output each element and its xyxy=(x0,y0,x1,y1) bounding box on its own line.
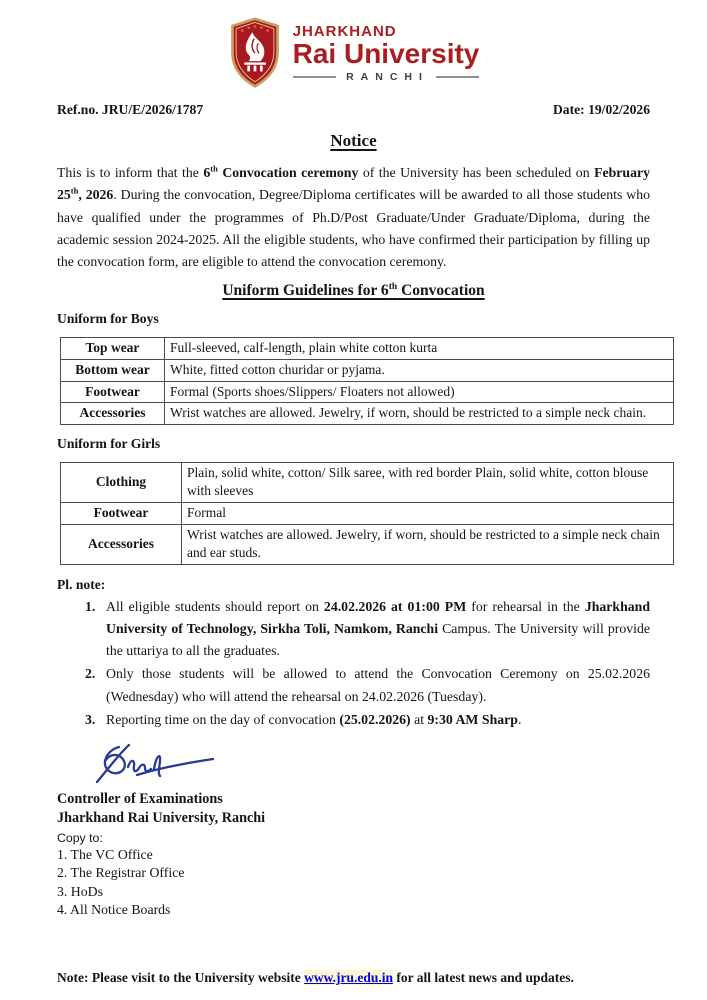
boys-uniform-table xyxy=(60,337,674,424)
table-row xyxy=(61,360,674,382)
note-text: Only those students will be allowed to attend the Convocation Ceremony on 25.02.2026 (Wednesday) who will attend the rehearsal on 24.02.2026 (Tuesday). xyxy=(106,666,650,704)
row-label: Footwear xyxy=(61,503,182,525)
note-text: All eligible students should report on 24.02.2026 at 01:00 PM for rehearsal in the Jharkhand University of Technology, Sirkha Toli, Namkom, Ranchi Campus. The University will provide the uttariya to all the graduates. xyxy=(106,598,650,659)
table-row xyxy=(61,381,674,403)
copy-to-item: 1. The VC Office xyxy=(57,847,153,863)
table-row xyxy=(61,524,674,564)
copy-to-heading: Copy to: xyxy=(57,831,103,846)
copy-to-item: 3. HoDs xyxy=(57,883,103,899)
signoff-designation: Controller of Examinations xyxy=(57,791,223,808)
note-item xyxy=(85,596,650,663)
note-number: 1. xyxy=(85,598,96,614)
uniform-girls-heading: Uniform for Girls xyxy=(57,435,161,451)
notes-list xyxy=(57,596,650,731)
row-value: Wrist watches are allowed. Jewelry, if worn, should be restricted to a simple neck chain and ear studs. xyxy=(182,524,674,564)
row-value: Formal xyxy=(182,503,674,525)
meta-row xyxy=(57,102,650,118)
table-row xyxy=(61,462,674,502)
uniform-guidelines-heading: Uniform Guidelines for 6th Convocation xyxy=(222,281,485,300)
handwritten-signature-icon xyxy=(83,740,223,790)
university-name-state: JHARKHAND xyxy=(292,22,397,40)
ref-number: Ref.no. JRU/E/2026/1787 xyxy=(57,102,204,117)
university-crest-icon xyxy=(228,14,282,92)
university-city-row xyxy=(293,71,480,83)
footer-note: Note: Please visit to the University website www.jru.edu.in for all latest news and updates. xyxy=(57,970,574,985)
row-label: Top wear xyxy=(61,338,165,360)
row-value: Full-sleeved, calf-length, plain white cotton kurta xyxy=(165,338,674,360)
row-value: Wrist watches are allowed. Jewelry, if worn, should be restricted to a simple neck chain. xyxy=(165,403,674,425)
row-label: Accessories xyxy=(61,403,165,425)
university-name-main: Rai University xyxy=(292,37,480,69)
signoff-institution: Jharkhand Rai University, Ranchi xyxy=(57,809,266,826)
copy-to-item: 4. All Notice Boards xyxy=(57,902,171,918)
note-item xyxy=(85,709,650,731)
divider-line xyxy=(436,76,479,78)
notice-date: Date: 19/02/2026 xyxy=(552,102,650,117)
row-label: Bottom wear xyxy=(61,360,165,382)
row-label: Footwear xyxy=(61,381,165,403)
university-name xyxy=(293,24,480,83)
row-value: Formal (Sports shoes/Slippers/ Floaters not allowed) xyxy=(165,381,674,403)
university-logo xyxy=(57,12,650,94)
divider-line xyxy=(293,76,336,78)
website-link[interactable]: www.jru.edu.in xyxy=(304,970,393,985)
note-item xyxy=(85,663,650,707)
row-label: Clothing xyxy=(61,462,182,502)
table-row xyxy=(61,403,674,425)
note-number: 3. xyxy=(85,711,96,727)
girls-uniform-table xyxy=(60,462,674,565)
row-value: White, fitted cotton churidar or pyjama. xyxy=(165,360,674,382)
table-row xyxy=(61,338,674,360)
intro-paragraph: This is to inform that the 6th Convocation ceremony of the University has been scheduled on February 25th, 2026. During the convocation, Degree/Diploma certificates will be awarded to all those students who have qualified under the programmes of Ph.D/Post Graduate/Under Graduate/Diploma, during the academic session 2024-2025. All the eligible students, who have confirmed their participation by filling up the convocation form, are eligible to attend the convocation ceremony. xyxy=(57,163,651,270)
row-label: Accessories xyxy=(61,524,182,564)
pl-note-heading: Pl. note: xyxy=(57,576,106,592)
university-city: RANCHI xyxy=(346,70,429,83)
signature-block xyxy=(83,740,650,790)
notice-title: Notice xyxy=(330,131,377,150)
uniform-boys-heading: Uniform for Boys xyxy=(57,311,159,327)
note-number: 2. xyxy=(85,666,96,682)
row-value: Plain, solid white, cotton/ Silk saree, with red border Plain, solid white, cotton blouse with sleeves xyxy=(182,462,674,502)
copy-to-item: 2. The Registrar Office xyxy=(57,865,185,881)
note-text: Reporting time on the day of convocation (25.02.2026) at 9:30 AM Sharp. xyxy=(106,711,522,727)
table-row xyxy=(61,503,674,525)
